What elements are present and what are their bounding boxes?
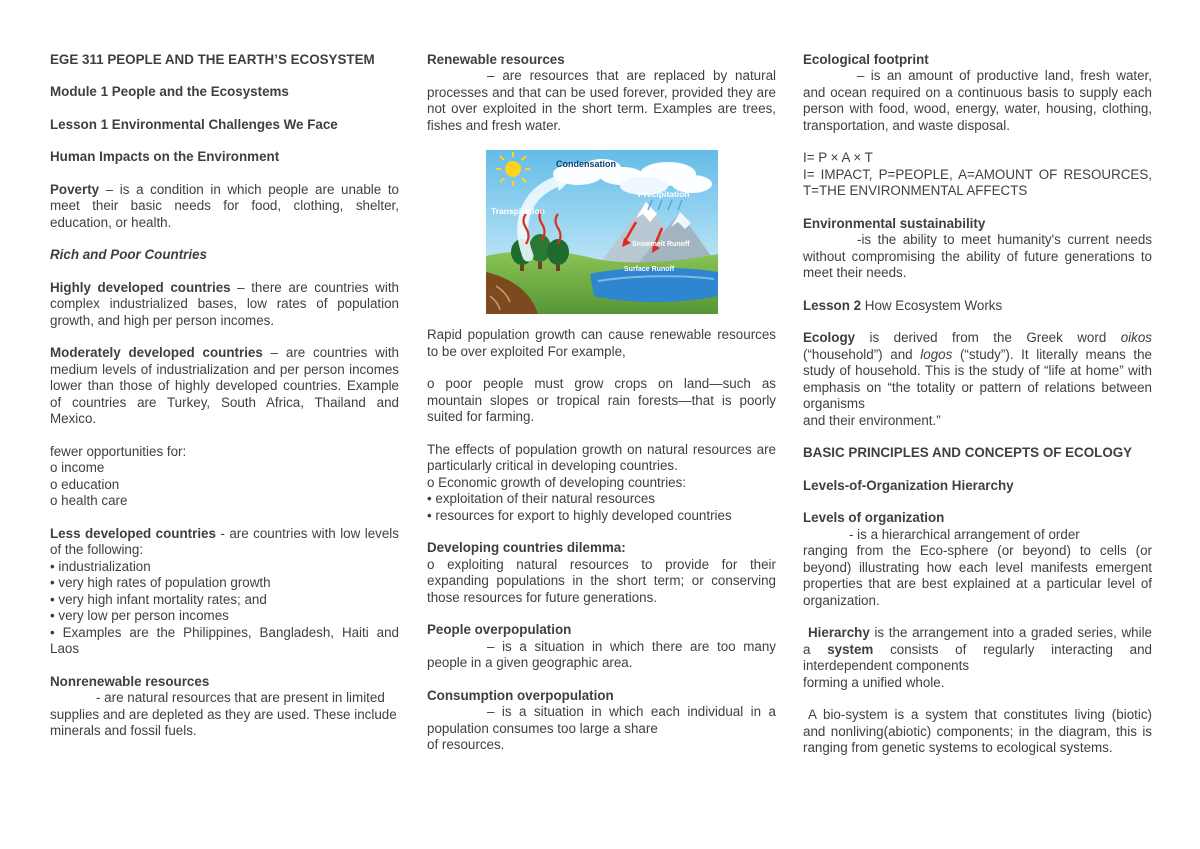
fewer-opportunities-list: [50, 444, 399, 510]
people-overpopulation-definition: – is a situation in which there are too many people in a given geographic area.: [427, 638, 776, 671]
levels-of-organization-term: Levels of organization: [803, 510, 945, 526]
ecology-word-oikos: oikos: [1120, 330, 1152, 346]
rapid-growth-paragraph: Rapid population growth can cause renewable resources to be over exploited For example,: [427, 327, 776, 359]
bullet-examples: • Examples are the Philippines, Bangladesh, Haiti and Laos: [50, 624, 399, 657]
nonrenewable-section: [50, 674, 399, 740]
dilemma-heading: Developing countries dilemma:: [427, 540, 626, 556]
effects-paragraph: The effects of population growth on natural resources are particularly critical in developing countries.: [427, 441, 776, 474]
ecology-word-logos: logos: [920, 346, 953, 362]
hierarchy-text-2: consists of regularly interacting and interdependent components: [803, 641, 1152, 674]
less-developed-paragraph: [50, 526, 399, 559]
bullet-infant-mortality: • very high infant mortality rates; and: [50, 591, 267, 607]
people-overpopulation-section: [427, 622, 776, 671]
biosystem-paragraph: A bio-system is a system that constitutes living (biotic) and nonliving(abiotic) components; in the diagram, this is ranging from genetic systems to ecological systems.: [803, 707, 1152, 755]
hierarchy-paragraph: [803, 625, 1152, 674]
impact-formula-legend: I= IMPACT, P=PEOPLE, A=AMOUNT OF RESOURCES, T=THE ENVIRONMENTAL AFFECTS: [803, 166, 1152, 199]
lesson2-heading: [803, 298, 1152, 314]
ecology-text-1: is derived from the Greek word: [855, 330, 1121, 346]
environmental-sustainability-term: Environmental sustainability: [803, 215, 986, 231]
levels-of-organization-definition: ranging from the Eco-sphere (or beyond) to cells (or beyond) illustrating how each level manifests emergent properties that are best explained at a particular level of organization.: [803, 543, 1152, 608]
column-right: [803, 52, 1152, 772]
levels-of-organization-section: [803, 510, 1152, 609]
transpiration-label: Transpiration: [490, 206, 545, 217]
snowmelt-runoff-label: Snowmelt Runoff: [631, 241, 690, 249]
less-developed-section: [50, 526, 399, 658]
column-middle: [427, 52, 776, 770]
people-overpopulation-term: People overpopulation: [427, 622, 572, 638]
levels-hierarchy-heading: Levels-of-Organization Hierarchy: [803, 477, 1014, 493]
list-item-education: o education: [50, 476, 120, 492]
consumption-overpopulation-definition: – is a situation in which each individual in a population consumes too large a share: [427, 704, 776, 736]
lesson1-heading: Lesson 1 Environmental Challenges We Face: [50, 116, 338, 132]
lesson2-label: Lesson 2: [803, 297, 862, 313]
renewable-section: [427, 52, 776, 134]
lesson2-title: How Ecosystem Works: [861, 297, 1003, 313]
bullet-export: • resources for export to highly developed countries: [427, 507, 732, 523]
column-left: [50, 52, 399, 756]
precipitation-label: Precipitation: [637, 189, 689, 200]
impact-formula: I= P × A × T: [803, 150, 873, 166]
ecological-footprint-definition: – is an amount of productive land, fresh water, and ocean required on a continuous basis to supply each person with food, wood, energy, water, housing, clothing, transportation, and waste disposal.: [803, 68, 1152, 133]
system-term: system: [827, 641, 874, 657]
hierarchy-section: [803, 625, 1152, 691]
course-title: EGE 311 PEOPLE AND THE EARTH’S ECOSYSTEM: [50, 52, 375, 67]
bullet-industrialization: • industrialization: [50, 558, 151, 574]
basic-principles-heading: BASIC PRINCIPLES AND CONCEPTS OF ECOLOGY: [803, 445, 1133, 461]
poverty-definition: – is a condition in which people are unable to meet their basic needs for food, clothing, shelter, education, or health.: [50, 181, 399, 230]
list-intro: fewer opportunities for:: [50, 443, 187, 459]
hierarchy-text-1: is the arrangement into a graded series, while a: [803, 625, 1152, 657]
module-heading: Module 1 People and the Ecosystems: [50, 84, 289, 100]
ecological-footprint-section: [803, 52, 1152, 134]
bullet-exploitation: • exploitation of their natural resources: [427, 491, 655, 507]
less-developed-definition: - are countries with low levels of the following:: [50, 525, 399, 558]
nonrenewable-term: Nonrenewable resources: [50, 673, 210, 689]
hierarchy-term: Hierarchy: [808, 625, 870, 641]
moderately-developed-term: Moderately developed countries: [50, 345, 263, 361]
less-developed-term: Less developed countries: [50, 525, 216, 541]
ecology-term: Ecology: [803, 330, 856, 346]
impact-formula-section: [803, 150, 1152, 199]
highly-developed-definition: – there are countries with complex industrialized bases, low rates of population growth, and high per person incomes.: [50, 279, 399, 328]
list-item-healthcare: o health care: [50, 493, 128, 509]
poverty-term: Poverty: [50, 181, 100, 197]
poverty-paragraph: [50, 182, 399, 231]
consumption-overpopulation-section: [427, 688, 776, 754]
highly-developed-paragraph: [50, 280, 399, 329]
ecology-section: [803, 330, 1152, 429]
ecology-text-3: (“study”). It literally means the study of household. This is the study of “life at home” with emphasis on “the totality or pattern of relations between organisms: [803, 346, 1152, 412]
levels-of-organization-line1: - is a hierarchical arrangement of order: [849, 526, 1080, 542]
dilemma-section: [427, 540, 776, 606]
economic-growth-line: o Economic growth of developing countries:: [427, 474, 687, 490]
effects-section: [427, 442, 776, 524]
hierarchy-paragraph-end: forming a unified whole.: [803, 674, 945, 690]
environmental-sustainability-definition: -is the ability to meet humanity's current needs without compromising the ability of future generations to meet their needs.: [803, 232, 1152, 281]
ecology-text-2: (“household”) and: [803, 346, 921, 362]
ecology-paragraph: [803, 330, 1152, 412]
environmental-sustainability-section: [803, 216, 1152, 282]
list-item-income: o income: [50, 460, 105, 476]
poor-people-paragraph: o poor people must grow crops on land—such as mountain slopes or tropical rain forests—that is poorly suited for farming.: [427, 376, 776, 425]
highly-developed-term: Highly developed countries: [50, 279, 231, 295]
condensation-label: Condensation: [555, 159, 616, 170]
bullet-population-growth: • very high rates of population growth: [50, 575, 271, 591]
water-cycle-illustration: [486, 150, 718, 314]
renewable-definition: – are resources that are replaced by natural processes and that can be used forever, provided they are not over exploited in the short term. Examples are trees, fishes and fresh water.: [427, 68, 776, 133]
bullet-incomes: • very low per person incomes: [50, 608, 229, 624]
rich-poor-heading: Rich and Poor Countries: [50, 247, 207, 263]
human-impacts-heading: Human Impacts on the Environment: [50, 149, 280, 165]
ecology-paragraph-end: and their environment.”: [803, 412, 941, 428]
surface-runoff-label: Surface Runoff: [623, 266, 674, 274]
consumption-overpopulation-term: Consumption overpopulation: [427, 687, 614, 703]
dilemma-paragraph: o exploiting natural resources to provide for their expanding populations in the short term; or conserving those resources for future generations.: [427, 556, 776, 605]
ecological-footprint-term: Ecological footprint: [803, 52, 929, 67]
renewable-term: Renewable resources: [427, 52, 565, 67]
moderately-developed-paragraph: [50, 345, 399, 427]
water-cycle-figure: [427, 150, 776, 314]
nonrenewable-definition: - are natural resources that are present in limited supplies and are depleted as they are used. These include minerals and fossil fuels.: [50, 690, 397, 739]
consumption-overpopulation-definition-end: of resources.: [427, 737, 505, 753]
moderately-developed-definition: – are countries with medium levels of industrialization and per person incomes lower than those of highly developed countries. Example of countries are Turkey, South Africa, Thailand and Mexico.: [50, 345, 399, 427]
